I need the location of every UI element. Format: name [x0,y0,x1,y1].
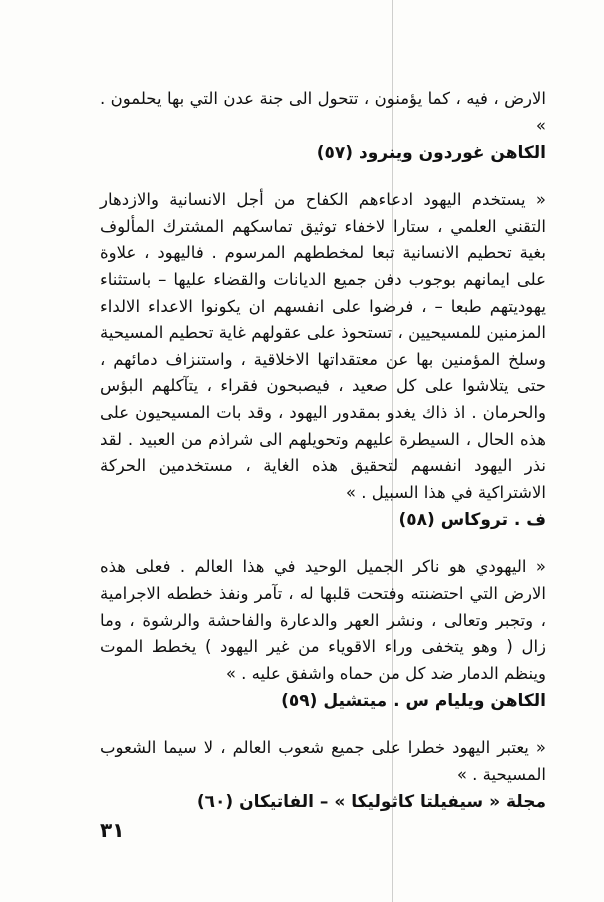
page-number: ٣١ [100,818,125,842]
citation-heading-59: الكاهن ويليام س . ميتشيل (٥٩) [281,691,546,712]
quote-paragraph-57: « يستخدم اليهود ادعاءهم الكفاح من أجل الانسانية والازدهار التقني العلمي ، ستارا لاخفاء توثيق تماسكهم المشترك المألوف بغية تحطيم الانسانية تبعا لمخططهم المرسوم . فاليهود ، علاوة على ايمانهم بوجوب دفن جميع الديانات والقضاء عليها – باستثناء يهوديتهم طبعا – ، فرضوا على انفسهم ان يكونوا الاعداء الالداء المزمنين للمسيحيين ، تستحوذ على عقولهم غاية تحطيم المسيحية وسلخ المؤمنين بها عن معتقداتها الاخلاقية ، واستنزاف دمائهم ، حتى يتلاشوا على كل صعيد ، فيصبحون فقراء ، يتآكلهم البؤس والحرمان . اذ ذاك يغدو بمقدور اليهود ، وقد بات المسيحيون على هذه الحال ، السيطرة عليهم وتحويلهم الى شراذم من العبيد . لقد نذر اليهود انفسهم لتحقيق هذه الغاية ، مستخدمين الحركة الاشتراكية في هذا السبيل . » [100,190,546,502]
citation-heading-58: ف . تروكاس (٥٨) [398,510,546,531]
quote-paragraph-59: « يعتبر اليهود خطرا على جميع شعوب العالم ، لا سيما الشعوب المسيحية . » [100,738,546,784]
citation-heading-57: الكاهن غوردون وينرود (٥٧) [316,143,546,164]
citation-heading-60: مجلة « سيفيلتا كاثوليكا » – الفاتيكان (٦٠) [196,792,546,813]
page-content [100,86,546,816]
quote-paragraph-58: « اليهودي هو ناكر الجميل الوحيد في هذا العالم . فعلى هذه الارض التي احتضنته وفتحت قلبها له ، تآمر ونفذ خططه الاجرامية ، وتجبر وتعالى ، ونشر العهر والدعارة والفاحشة والرشوة ، وما زال ( وهو يتخفى وراء الاقوياء من غير اليهود ) يخطط الموت وينظم الدمار ضد كل من حماه واشفق عليه . » [100,557,546,683]
paragraph-continued: الارض ، فيه ، كما يؤمنون ، تتحول الى جنة عدن التي بها يحلمون . » [100,89,546,135]
